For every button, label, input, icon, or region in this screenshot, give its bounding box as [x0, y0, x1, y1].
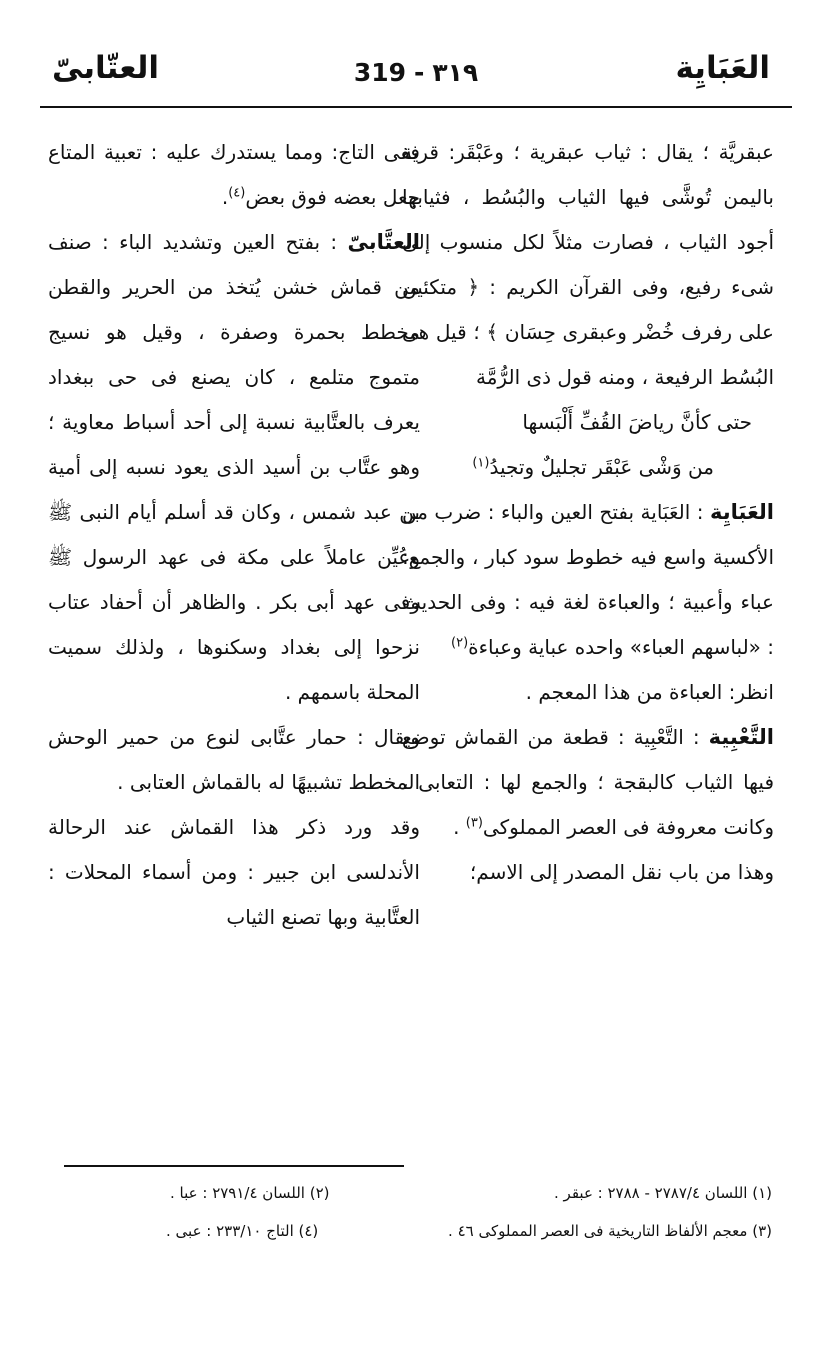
- paragraph: وهذا من باب نقل المصدر إلى الاسم؛: [469, 860, 774, 884]
- footnote-1: (١) اللسان ٢٧٨٧/٤ - ٢٧٨٨ : عبقر .: [554, 1184, 772, 1202]
- entry-term: العَبَايِة: [709, 500, 774, 524]
- page-number-arabic: ٣١٩: [432, 58, 479, 87]
- footnote-ref: (٣): [465, 815, 483, 831]
- paragraph: وقد ورد ذكر هذا القماش عند الرحالة الأندلسى ابن جبير : ومن أسماء المحلات : العتَّابية وبها تصنع الثياب: [48, 815, 420, 929]
- right-column: [402, 130, 774, 895]
- left-column: [48, 130, 420, 940]
- poetry-verse: [402, 400, 774, 490]
- header-rule: [40, 106, 792, 108]
- footnote-4: (٤) التاج ٢٣٣/١٠ : عبى .: [166, 1222, 319, 1240]
- paragraph: عبقريَّة ؛ يقال : ثياب عبقرية ؛ وعَبْقَر: قرية باليمن تُوشَّى فيها الثياب والبُسُط ، فثيابها أجود الثياب ، فصارت مثلاً لكل منسوب إلى شىء رفيع، وفى القرآن الكريم : ﴿ متكئين على رفرف خُضْر وعبقرى حِسَان ﴾ ؛ قيل هى البُسُط الرفيعة ، ومنه قول ذى الرُّمَّة: [402, 140, 774, 389]
- header-entry-end: العتّابىّ: [52, 50, 160, 86]
- running-header: [40, 44, 792, 104]
- page-number-latin: 319: [353, 58, 406, 87]
- verse-line-2: من وَشْى عَبْقَر تجليلٌ وتجيدُ$^{(١)}$: [472, 455, 714, 479]
- footnote-3: (٣) معجم الألفاظ التاريخية فى العصر المملوكى ٤٦ .: [448, 1222, 772, 1240]
- paragraph: ويقال : حمار عتَّابى لنوع من حمير الوحش المخطط تشبيهًا له بالقماش العتابى .: [48, 725, 420, 794]
- footnote-ref: (٢): [451, 635, 469, 651]
- footnote-ref: (١): [472, 455, 490, 471]
- entry-attabi: العتَّابىّ : بفتح العين وتشديد الباء : صنف من قماش خشن يُتخذ من الحرير والقطن مخطط بحمرة وصفرة ، وقيل هو نسيج متموج متلمع ، كان يصنع فى حى ببغداد يعرف بالعتَّابية نسبة إلى أحد أسباط معاوية ؛ وهو عتَّاب بن أسيد الذى يعود نسبه إلى أمية بن عبد شمس ، وكان قد أسلم أيام النبى ﷺ وعُيِّن عاملاً على مكة فى عهد الرسول ﷺ وفى عهد أبى بكر . والظاهر أن أحفاد عتاب نزحوا إلى بغداد وسكنوها ، ولذلك سميت المحلة باسمهم .: [48, 230, 420, 704]
- entry-abaya: العَبَايِة : العَبَاية بفتح العين والباء : ضرب من الأكسية واسع فيه خطوط سود كبار ، والجمع: عباء وأعبية ؛ والعباءة لغة فيه : وفى الحديث : «لباسهم العباء» واحده عباية وعباءة$^{(٢)}$: [402, 500, 774, 659]
- verse-line-1: حتى كأنَّ رياضَ القُفِّ أَلْبَسها: [522, 410, 752, 434]
- paragraph: انظر: العباءة من هذا المعجم .: [525, 680, 774, 704]
- footnote-2: (٢) اللسان ٢٧٩١/٤ : عبا .: [170, 1184, 330, 1202]
- entry-tabiya: التَّعْبِية : التَّعْبِية : قطعة من القماش توضع فيها الثياب كالبقجة ؛ والجمع لها : التعابى ، وكانت معروفة فى العصر المملوكى$^{(٣)}$ .: [402, 725, 774, 839]
- entry-term: التَّعْبِية: [708, 725, 774, 749]
- header-entry-start: العَبَايِة: [675, 50, 770, 86]
- footnote-ref: (٤): [228, 185, 246, 201]
- footnote-rule: [64, 1165, 404, 1167]
- paragraph: ففى التاج: ومما يستدرك عليه : تعبية المتاع جعل بعضه فوق بعض$^{(٤)}$.: [48, 140, 420, 209]
- page-number-separator: -: [414, 58, 425, 87]
- entry-term: العتَّابىّ: [347, 230, 420, 254]
